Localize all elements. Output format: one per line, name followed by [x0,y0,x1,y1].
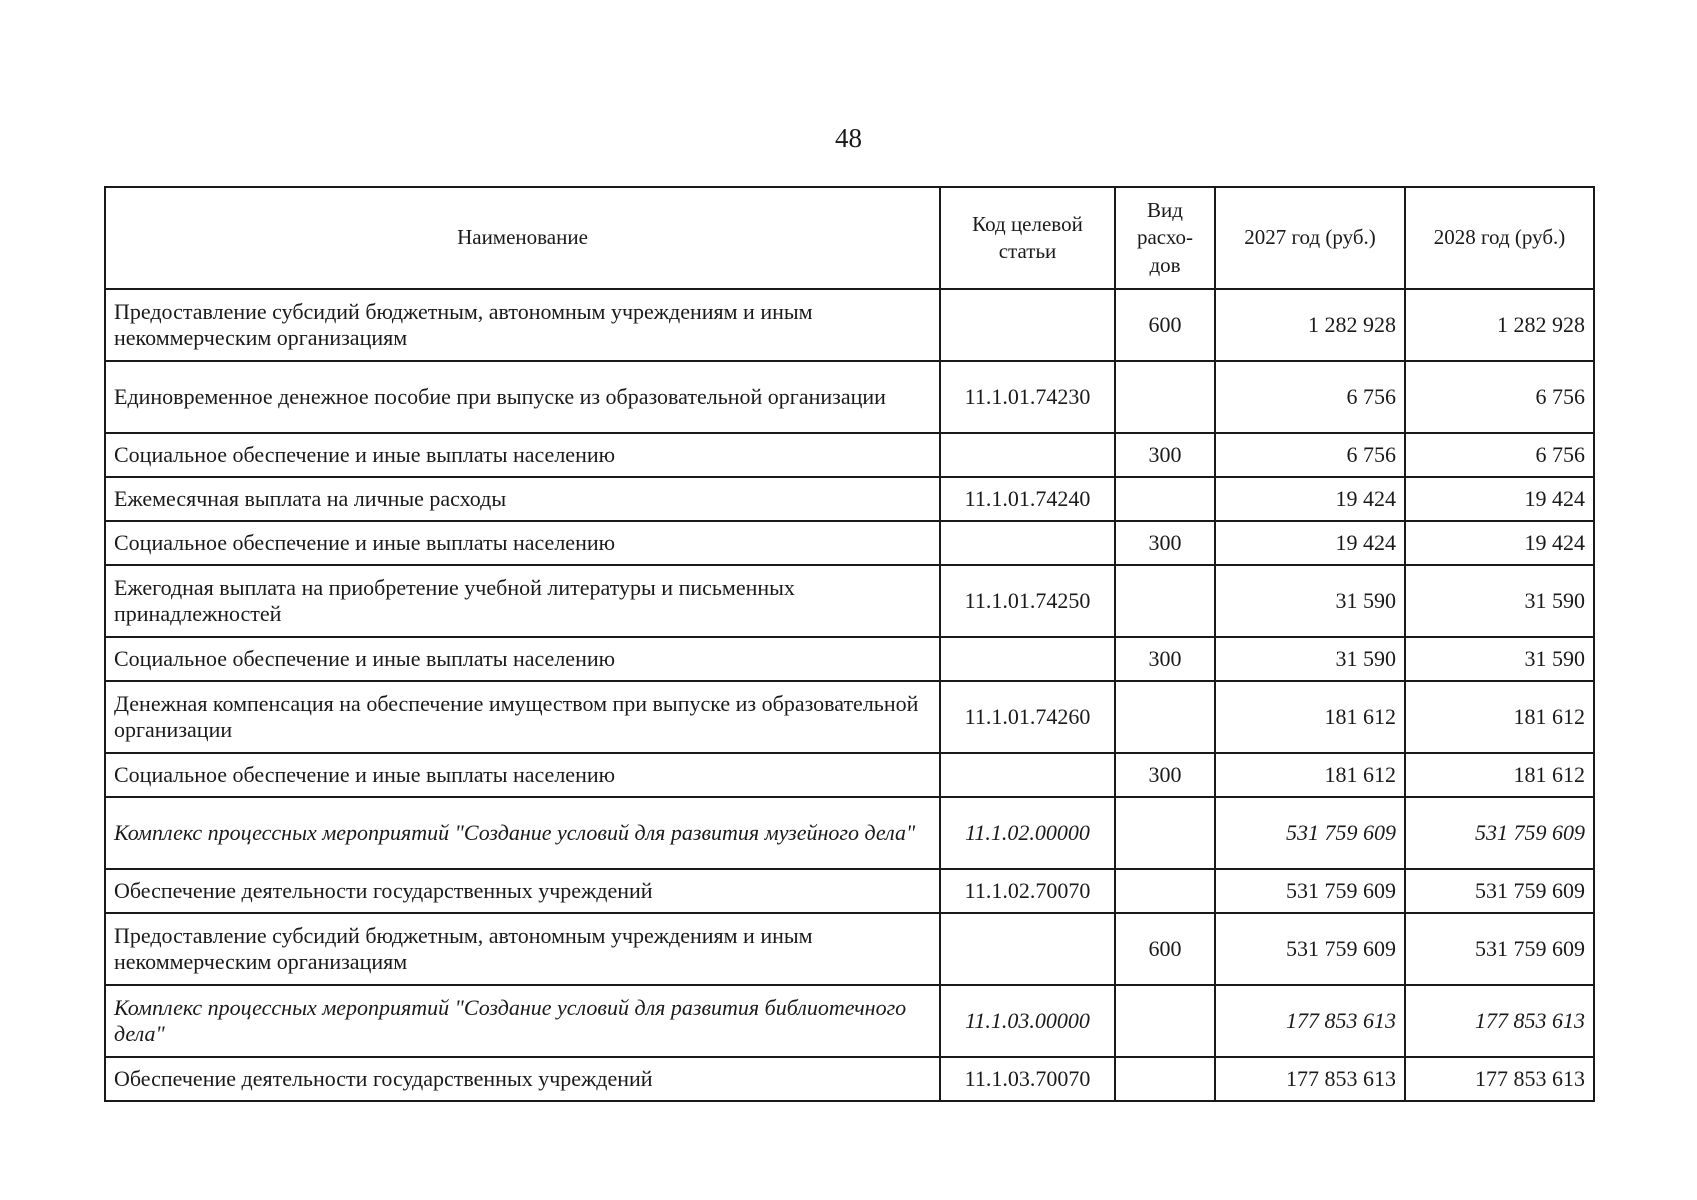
row-kind [1115,361,1215,433]
row-name: Предоставление субсидий бюджетным, автономным учреждениям и иным некоммерческим организациям [105,913,940,985]
row-amount-2028: 177 853 613 [1405,985,1594,1057]
table-row [105,477,1594,521]
row-amount-2027: 531 759 609 [1215,869,1405,913]
header-name: Наименование [105,187,940,289]
header-row [105,187,1594,289]
row-name: Единовременное денежное пособие при выпуске из образовательной организации [105,361,940,433]
row-amount-2028: 181 612 [1405,681,1594,753]
row-kind [1115,1057,1215,1101]
row-amount-2028: 31 590 [1405,565,1594,637]
row-name: Социальное обеспечение и иные выплаты населению [105,753,940,797]
row-amount-2028: 177 853 613 [1405,1057,1594,1101]
row-amount-2028: 181 612 [1405,753,1594,797]
row-amount-2027: 181 612 [1215,753,1405,797]
table-row [105,753,1594,797]
table-header [105,187,1594,289]
row-kind [1115,869,1215,913]
row-amount-2028: 1 282 928 [1405,289,1594,361]
row-kind [1115,797,1215,869]
row-amount-2028: 6 756 [1405,433,1594,477]
row-amount-2027: 181 612 [1215,681,1405,753]
table-row [105,565,1594,637]
row-name: Обеспечение деятельности государственных учреждений [105,869,940,913]
row-kind: 300 [1115,433,1215,477]
row-name: Социальное обеспечение и иные выплаты населению [105,521,940,565]
table-row [105,681,1594,753]
row-kind [1115,477,1215,521]
page-number: 48 [835,123,862,153]
row-amount-2027: 1 282 928 [1215,289,1405,361]
table-row [105,913,1594,985]
row-code [940,289,1115,361]
table-body [105,289,1594,1101]
table-row [105,361,1594,433]
row-amount-2028: 531 759 609 [1405,913,1594,985]
row-amount-2027: 177 853 613 [1215,1057,1405,1101]
row-code: 11.1.02.00000 [940,797,1115,869]
row-kind: 300 [1115,637,1215,681]
row-code: 11.1.03.70070 [940,1057,1115,1101]
table-row [105,869,1594,913]
table-row [105,521,1594,565]
row-amount-2028: 31 590 [1405,637,1594,681]
table-row [105,289,1594,361]
row-kind: 600 [1115,289,1215,361]
row-code: 11.1.02.70070 [940,869,1115,913]
row-amount-2028: 19 424 [1405,477,1594,521]
row-name: Ежегодная выплата на приобретение учебной литературы и письменных принадлежностей [105,565,940,637]
row-amount-2027: 19 424 [1215,477,1405,521]
row-name: Социальное обеспечение и иные выплаты населению [105,433,940,477]
row-amount-2027: 177 853 613 [1215,985,1405,1057]
row-kind: 600 [1115,913,1215,985]
row-code: 11.1.01.74230 [940,361,1115,433]
table-row [105,797,1594,869]
row-code [940,753,1115,797]
row-amount-2028: 19 424 [1405,521,1594,565]
row-code: 11.1.03.00000 [940,985,1115,1057]
row-name: Комплекс процессных мероприятий "Создание условий для развития музейного дела" [105,797,940,869]
row-amount-2027: 531 759 609 [1215,797,1405,869]
row-code [940,433,1115,477]
row-code [940,913,1115,985]
header-year-2028: 2028 год (руб.) [1405,187,1594,289]
row-amount-2027: 19 424 [1215,521,1405,565]
table-row [105,1057,1594,1101]
row-amount-2027: 6 756 [1215,433,1405,477]
budget-table [104,186,1595,1102]
row-kind: 300 [1115,753,1215,797]
table-row [105,985,1594,1057]
row-amount-2027: 31 590 [1215,565,1405,637]
row-amount-2027: 31 590 [1215,637,1405,681]
row-name: Ежемесячная выплата на личные расходы [105,477,940,521]
table-row [105,637,1594,681]
row-name: Денежная компенсация на обеспечение имуществом при выпуске из образовательной организации [105,681,940,753]
header-code: Код целевой статьи [940,187,1115,289]
row-kind [1115,681,1215,753]
row-amount-2028: 531 759 609 [1405,869,1594,913]
row-code: 11.1.01.74240 [940,477,1115,521]
header-kind: Вид расхо-дов [1115,187,1215,289]
row-name: Обеспечение деятельности государственных учреждений [105,1057,940,1101]
row-code [940,521,1115,565]
row-name: Социальное обеспечение и иные выплаты населению [105,637,940,681]
table-row [105,433,1594,477]
row-amount-2028: 6 756 [1405,361,1594,433]
row-code: 11.1.01.74250 [940,565,1115,637]
header-year-2027: 2027 год (руб.) [1215,187,1405,289]
row-amount-2028: 531 759 609 [1405,797,1594,869]
row-name: Комплекс процессных мероприятий "Создание условий для развития библиотечного дела" [105,985,940,1057]
row-amount-2027: 531 759 609 [1215,913,1405,985]
row-kind [1115,565,1215,637]
row-amount-2027: 6 756 [1215,361,1405,433]
row-kind [1115,985,1215,1057]
row-code: 11.1.01.74260 [940,681,1115,753]
row-code [940,637,1115,681]
row-name: Предоставление субсидий бюджетным, автономным учреждениям и иным некоммерческим организациям [105,289,940,361]
row-kind: 300 [1115,521,1215,565]
